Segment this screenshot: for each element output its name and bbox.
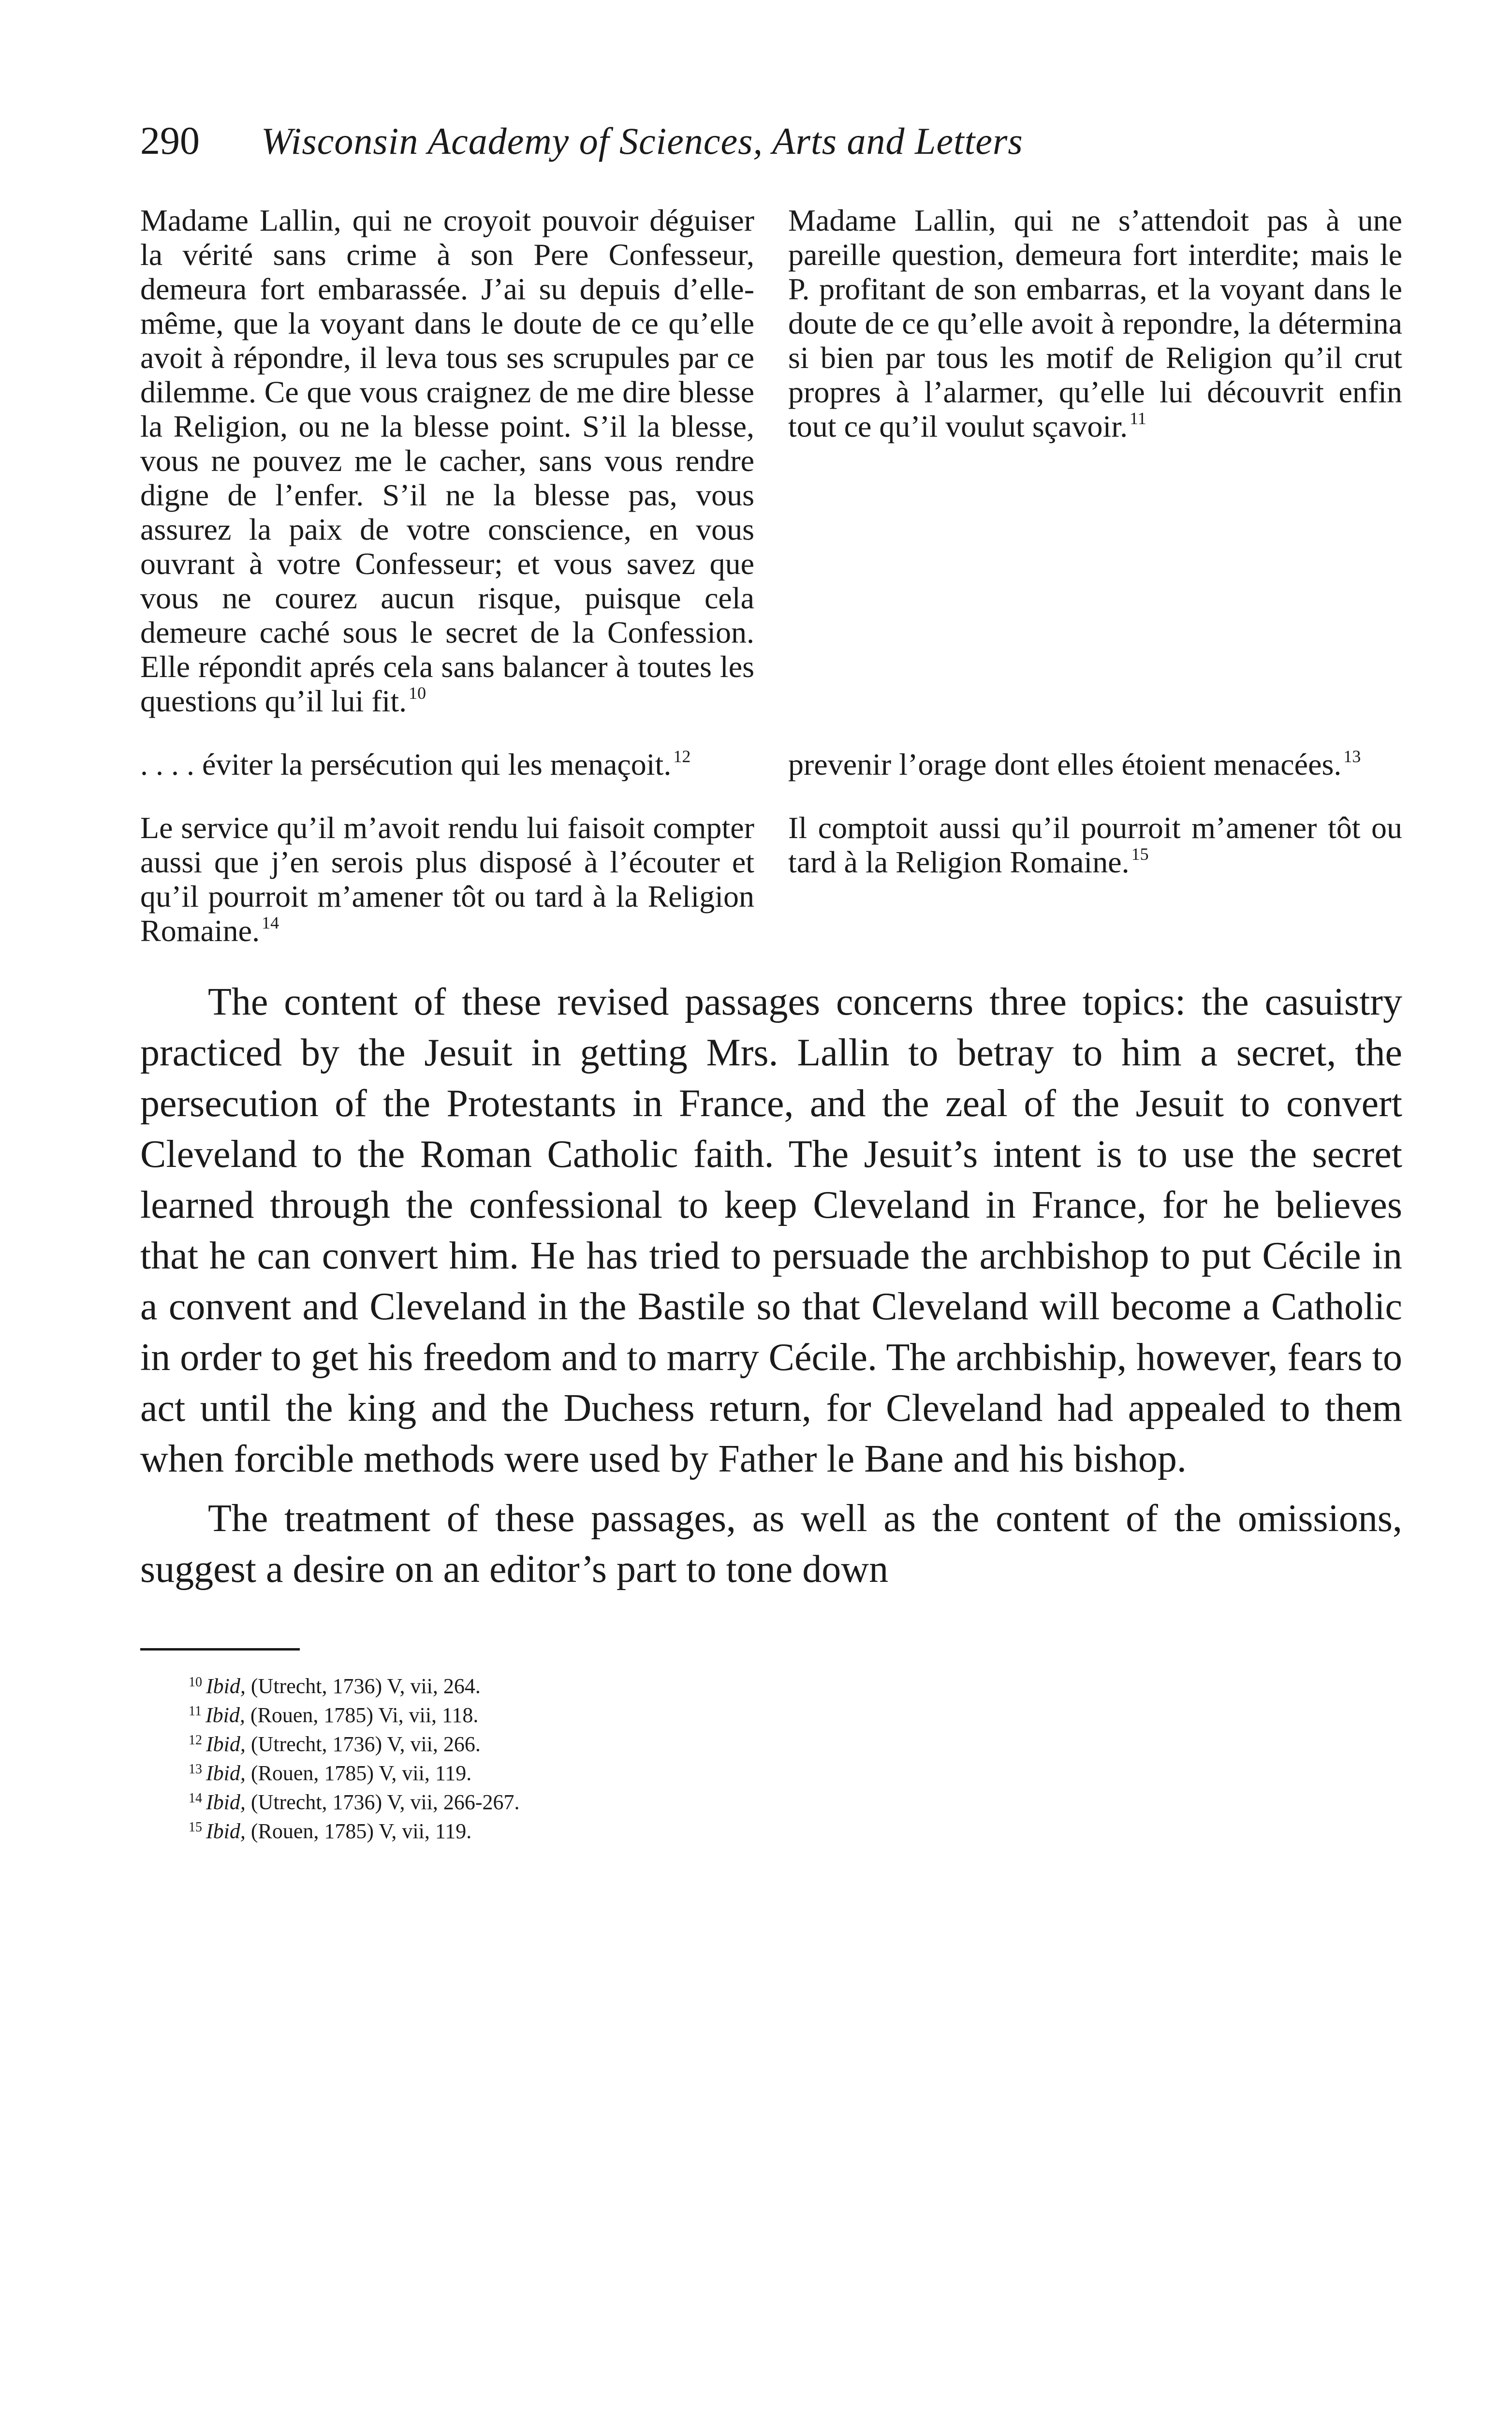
- footnote-number: 10: [189, 1675, 202, 1690]
- footnote-ibid: Ibid,: [205, 1703, 245, 1727]
- footnote-ibid: Ibid,: [206, 1761, 246, 1785]
- footnote-citation: (Utrecht, 1736) V, vii, 266-267.: [250, 1790, 520, 1814]
- footnote-citation: (Rouen, 1785) V, vii, 119.: [250, 1819, 472, 1843]
- footnote-divider: [140, 1648, 300, 1651]
- body-paragraph-1: The content of these revised passages concerns three topics: the casuistry practiced by the Jesuit in getting Mrs. Lallin to betray to him a secret, the persecution of the Protestants in France, and the zeal of the Jesuit to convert Cleveland to the Roman Catholic faith. The Jesuit’s intent is to use the secret learned through the confessional to keep Cleveland in France, for he believes that he can convert him. He has tried to persuade the archbishop to put Cécile in a convent and Cleveland in the Bastile so that Cleveland will become a Catholic in order to get his freedom and to marry Cécile. The archbiship, however, fears to act until the king and the Duchess return, for Cleveland had appealed to them when forcible methods were used by Father le Bane and his bishop.: [140, 981, 1402, 1480]
- footnote-number: 13: [189, 1762, 202, 1777]
- body-paragraph-2: The treatment of these passages, as well as the content of the omissions, suggest a desire on an editor’s part to tone down: [140, 1497, 1402, 1591]
- page: [140, 118, 1402, 1844]
- footnote-ibid: Ibid,: [206, 1790, 246, 1814]
- footnote-12: [189, 1728, 1402, 1757]
- footnote-citation: (Rouen, 1785) Vi, vii, 118.: [250, 1703, 479, 1727]
- footnote-citation: (Utrecht, 1736) V, vii, 266.: [250, 1732, 481, 1756]
- footnote-ref[interactable]: 10: [409, 683, 426, 703]
- passage-text: . . . . éviter la persécution qui les menaçoit.: [140, 747, 672, 781]
- passage-comparison-1: [140, 203, 1402, 718]
- footnote-ibid: Ibid,: [206, 1732, 246, 1756]
- footnote-ref[interactable]: 15: [1131, 844, 1149, 864]
- footnote-ref[interactable]: 12: [673, 747, 691, 766]
- footnote-15: [189, 1815, 1402, 1844]
- footnote-ibid: Ibid,: [206, 1819, 246, 1843]
- footnote-ref[interactable]: 14: [262, 913, 279, 932]
- footnote-citation: (Utrecht, 1736) V, vii, 264.: [250, 1674, 481, 1698]
- passage-rouen-1785: [788, 747, 1402, 781]
- footnotes: [189, 1670, 1402, 1844]
- passage-utrecht-1736: [140, 747, 754, 781]
- footnote-citation: (Rouen, 1785) V, vii, 119.: [250, 1761, 472, 1785]
- footnote-11: [189, 1699, 1402, 1728]
- passage-comparison-2: [140, 747, 1402, 781]
- footnote-14: [189, 1786, 1402, 1815]
- footnote-ref[interactable]: 11: [1130, 409, 1146, 428]
- passage-rouen-1785: [788, 203, 1402, 718]
- passage-utrecht-1736: [140, 203, 754, 718]
- passage-text: Madame Lallin, qui ne s’attendoit pas à une pareille question, demeura fort interdite; mais le P. profitant de son embarras, et la voyant dans le doute de ce qu’elle avoit à repondre, la détermina si bien par tous les motif de Religion qu’il crut propres à l’alarmer, qu’elle lui découvrit enfin tout ce qu’il voulut sçavoir.: [788, 203, 1402, 443]
- footnote-number: 15: [189, 1820, 202, 1835]
- passage-text: Madame Lallin, qui ne croyoit pouvoir déguiser la vérité sans crime à son Pere Confesseur, demeura fort embarassée. J’ai su depuis d’elle-même, que la voyant dans le doute de ce qu’elle avoit à répondre, il leva tous ses scrupules par ce dilemme. Ce que vous craignez de me dire blesse la Religion, ou ne la blesse point. S’il la blesse, vous ne pouvez me le cacher, sans vous rendre digne de l’enfer. S’il ne la blesse pas, vous assurez la paix de votre conscience, en vous ouvrant à votre Confesseur; et vous savez que vous ne courez aucun risque, puisque cela demeure caché sous le secret de la Confession. Elle répondit aprés cela sans balancer à toutes les questions qu’il lui fit.: [140, 203, 754, 718]
- journal-title: Wisconsin Academy of Sciences, Arts and Letters: [261, 120, 1023, 162]
- passage-utrecht-1736: [140, 811, 754, 948]
- footnote-13: [189, 1757, 1402, 1786]
- footnote-ref[interactable]: 13: [1343, 747, 1361, 766]
- page-number: 290: [140, 118, 200, 162]
- passage-comparison-3: [140, 811, 1402, 948]
- passage-rouen-1785: [788, 811, 1402, 948]
- footnote-number: 12: [189, 1733, 202, 1748]
- passage-text: Il comptoit aussi qu’il pourroit m’amener tôt ou tard à la Religion Romaine.: [788, 811, 1402, 879]
- footnote-number: 14: [189, 1791, 202, 1806]
- footnote-number: 11: [189, 1704, 202, 1719]
- passage-text: Le service qu’il m’avoit rendu lui faisoit compter aussi que j’en serois plus disposé à l’écouter et qu’il pourroit m’amener tôt ou tard à la Religion Romaine.: [140, 811, 754, 948]
- passage-text: prevenir l’orage dont elles étoient menacées.: [788, 747, 1342, 781]
- footnote-ibid: Ibid,: [206, 1674, 246, 1698]
- running-head: [140, 118, 1402, 174]
- footnote-10: [189, 1670, 1402, 1699]
